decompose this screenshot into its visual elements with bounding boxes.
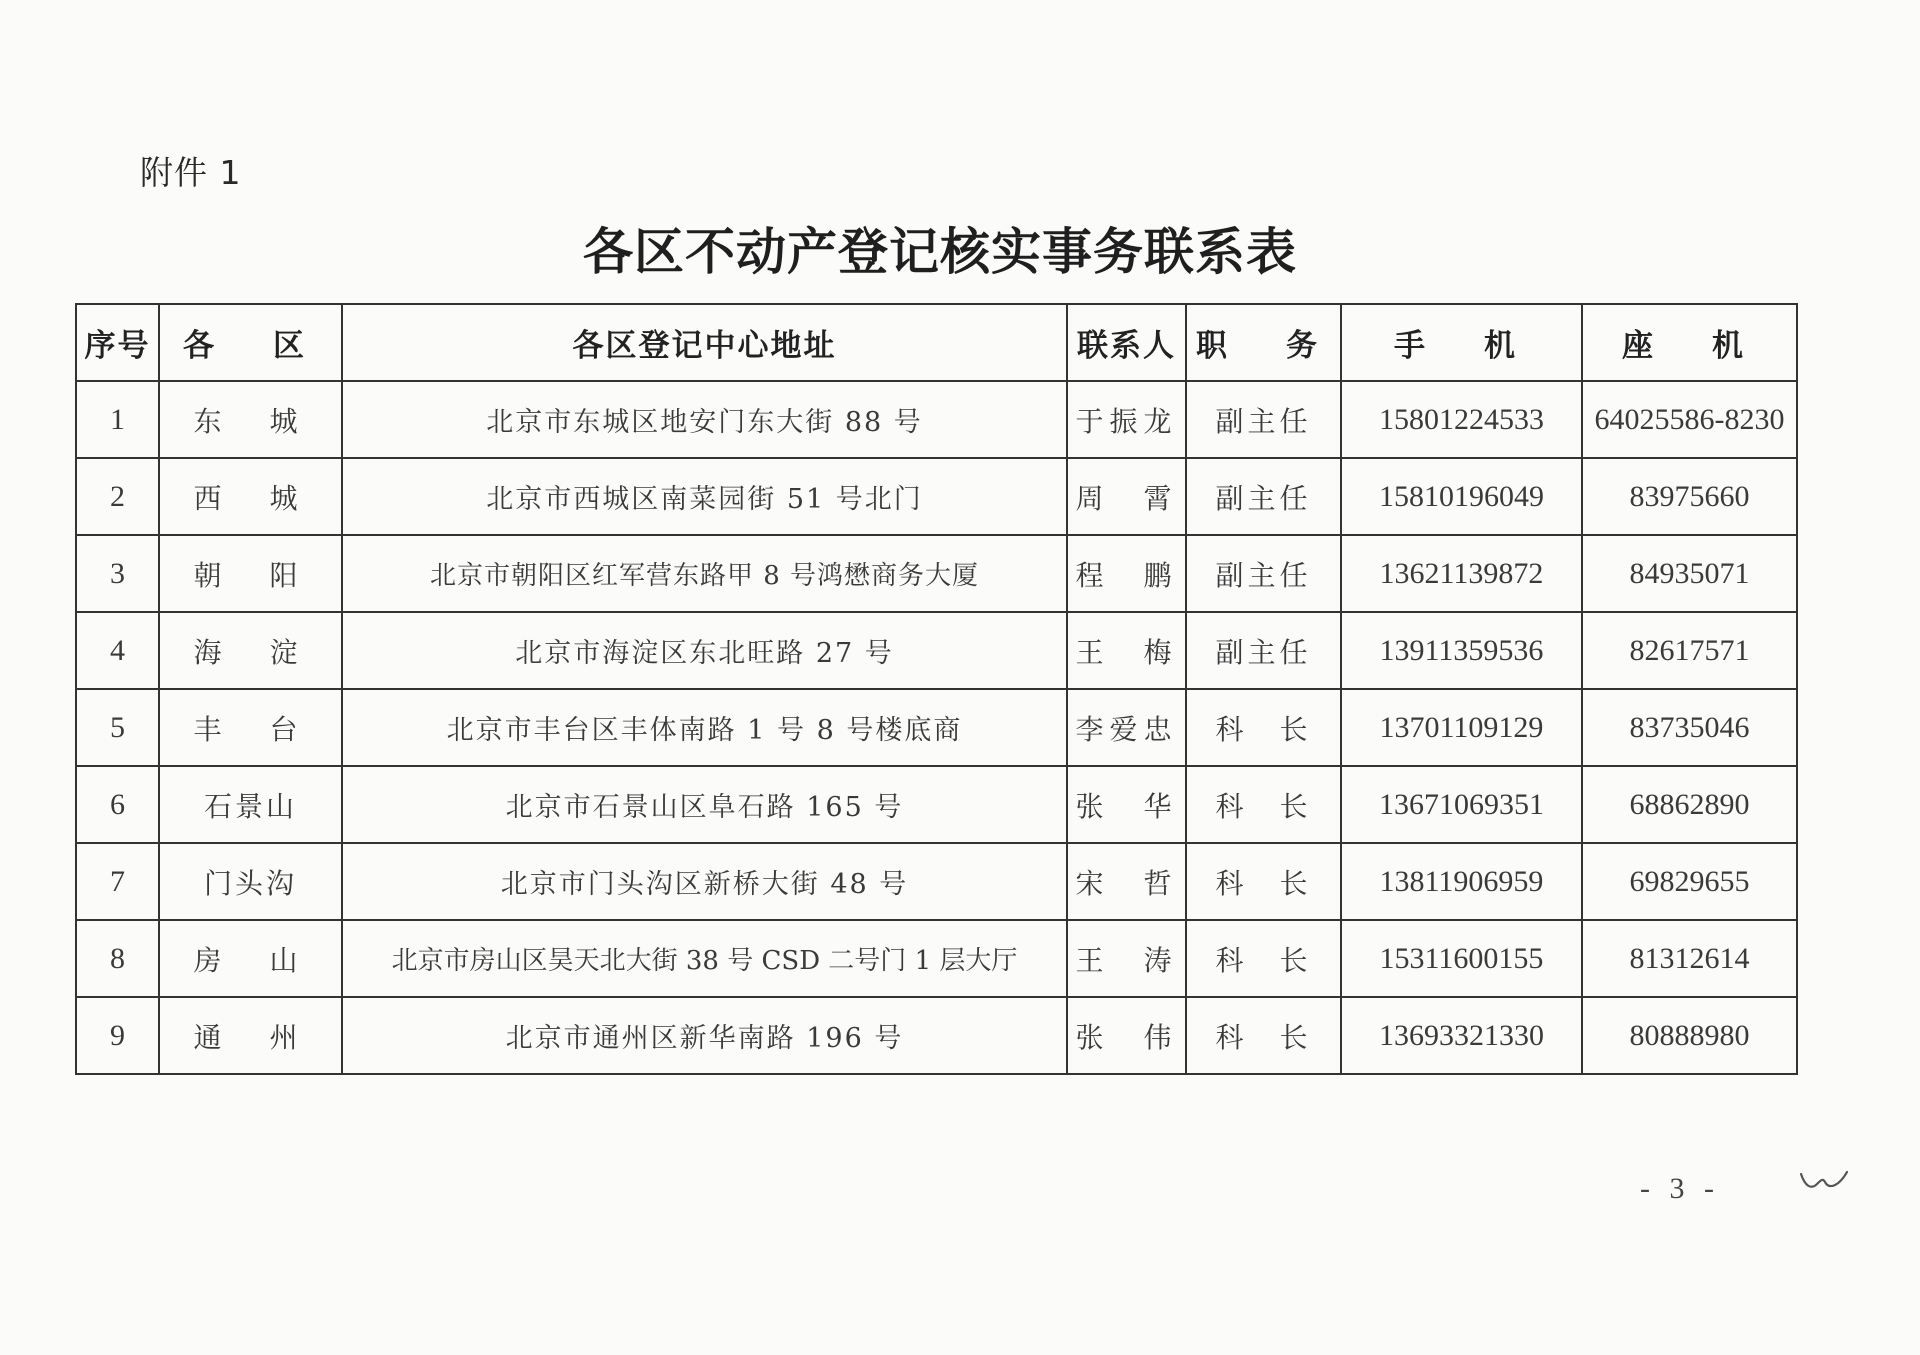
cell-serial-number: 4 [76, 612, 159, 689]
cell-mobile: 13811906959 [1341, 843, 1582, 920]
cell-position: 科 长 [1186, 997, 1341, 1074]
cell-serial-number: 3 [76, 535, 159, 612]
table-row [76, 458, 1797, 535]
cell-district: 门头沟 [159, 843, 342, 920]
cell-contact: 宋 哲 [1067, 843, 1186, 920]
header-address: 各区登记中心地址 [342, 304, 1067, 381]
attachment-label: 附件 1 [140, 153, 242, 192]
cell-position: 副主任 [1186, 535, 1341, 612]
cell-contact: 李爱忠 [1067, 689, 1186, 766]
cell-position: 副主任 [1186, 458, 1341, 535]
header-contact: 联系人 [1067, 304, 1186, 381]
cell-landline: 84935071 [1582, 535, 1797, 612]
header-position: 职 务 [1186, 304, 1341, 381]
cell-mobile: 13693321330 [1341, 997, 1582, 1074]
cell-address: 北京市丰台区丰体南路 1 号 8 号楼底商 [342, 689, 1067, 766]
table-row [76, 381, 1797, 458]
cell-address: 北京市通州区新华南路 196 号 [342, 997, 1067, 1074]
cell-mobile: 13911359536 [1341, 612, 1582, 689]
cell-serial-number: 9 [76, 997, 159, 1074]
cell-serial-number: 8 [76, 920, 159, 997]
cell-contact: 张 伟 [1067, 997, 1186, 1074]
handwritten-mark [1795, 1160, 1855, 1204]
table-row [76, 997, 1797, 1074]
cell-contact: 周 霄 [1067, 458, 1186, 535]
header-landline: 座 机 [1582, 304, 1797, 381]
cell-landline: 81312614 [1582, 920, 1797, 997]
cell-position: 科 长 [1186, 689, 1341, 766]
cell-position: 科 长 [1186, 920, 1341, 997]
cell-landline: 80888980 [1582, 997, 1797, 1074]
table-row [76, 843, 1797, 920]
page-number: - 3 - [1640, 1172, 1720, 1205]
cell-mobile: 13671069351 [1341, 766, 1582, 843]
table-row [76, 766, 1797, 843]
cell-address: 北京市石景山区阜石路 165 号 [342, 766, 1067, 843]
cell-serial-number: 1 [76, 381, 159, 458]
cell-serial-number: 5 [76, 689, 159, 766]
table-row [76, 535, 1797, 612]
table-header-row [76, 304, 1797, 381]
cell-mobile: 13701109129 [1341, 689, 1582, 766]
contact-table [75, 303, 1798, 1075]
cell-position: 副主任 [1186, 381, 1341, 458]
cell-contact: 张 华 [1067, 766, 1186, 843]
cell-serial-number: 6 [76, 766, 159, 843]
cell-position: 科 长 [1186, 766, 1341, 843]
cell-mobile: 15810196049 [1341, 458, 1582, 535]
cell-serial-number: 7 [76, 843, 159, 920]
cell-address: 北京市门头沟区新桥大街 48 号 [342, 843, 1067, 920]
cell-district: 海 淀 [159, 612, 342, 689]
cell-address: 北京市朝阳区红军营东路甲 8 号鸿懋商务大厦 [342, 535, 1067, 612]
cell-mobile: 15311600155 [1341, 920, 1582, 997]
cell-position: 科 长 [1186, 843, 1341, 920]
cell-district: 西 城 [159, 458, 342, 535]
cell-position: 副主任 [1186, 612, 1341, 689]
cell-district: 房 山 [159, 920, 342, 997]
cell-contact: 于振龙 [1067, 381, 1186, 458]
cell-landline: 82617571 [1582, 612, 1797, 689]
cell-address: 北京市海淀区东北旺路 27 号 [342, 612, 1067, 689]
header-mobile: 手 机 [1341, 304, 1582, 381]
cell-address: 北京市房山区昊天北大街 38 号 CSD 二号门 1 层大厅 [342, 920, 1067, 997]
header-serial-number: 序号 [76, 304, 159, 381]
cell-mobile: 13621139872 [1341, 535, 1582, 612]
cell-landline: 64025586-8230 [1582, 381, 1797, 458]
table-row [76, 920, 1797, 997]
cell-district: 丰 台 [159, 689, 342, 766]
cell-district: 东 城 [159, 381, 342, 458]
cell-contact: 王 梅 [1067, 612, 1186, 689]
cell-landline: 68862890 [1582, 766, 1797, 843]
cell-district: 通 州 [159, 997, 342, 1074]
cell-landline: 83735046 [1582, 689, 1797, 766]
cell-landline: 83975660 [1582, 458, 1797, 535]
table-row [76, 612, 1797, 689]
cell-serial-number: 2 [76, 458, 159, 535]
table-row [76, 689, 1797, 766]
cell-district: 朝 阳 [159, 535, 342, 612]
header-district: 各 区 [159, 304, 342, 381]
cell-landline: 69829655 [1582, 843, 1797, 920]
cell-contact: 程 鹏 [1067, 535, 1186, 612]
cell-district: 石景山 [159, 766, 342, 843]
cell-address: 北京市西城区南菜园街 51 号北门 [342, 458, 1067, 535]
cell-address: 北京市东城区地安门东大街 88 号 [342, 381, 1067, 458]
cell-mobile: 15801224533 [1341, 381, 1582, 458]
cell-contact: 王 涛 [1067, 920, 1186, 997]
document-title: 各区不动产登记核实事务联系表 [583, 222, 1297, 281]
